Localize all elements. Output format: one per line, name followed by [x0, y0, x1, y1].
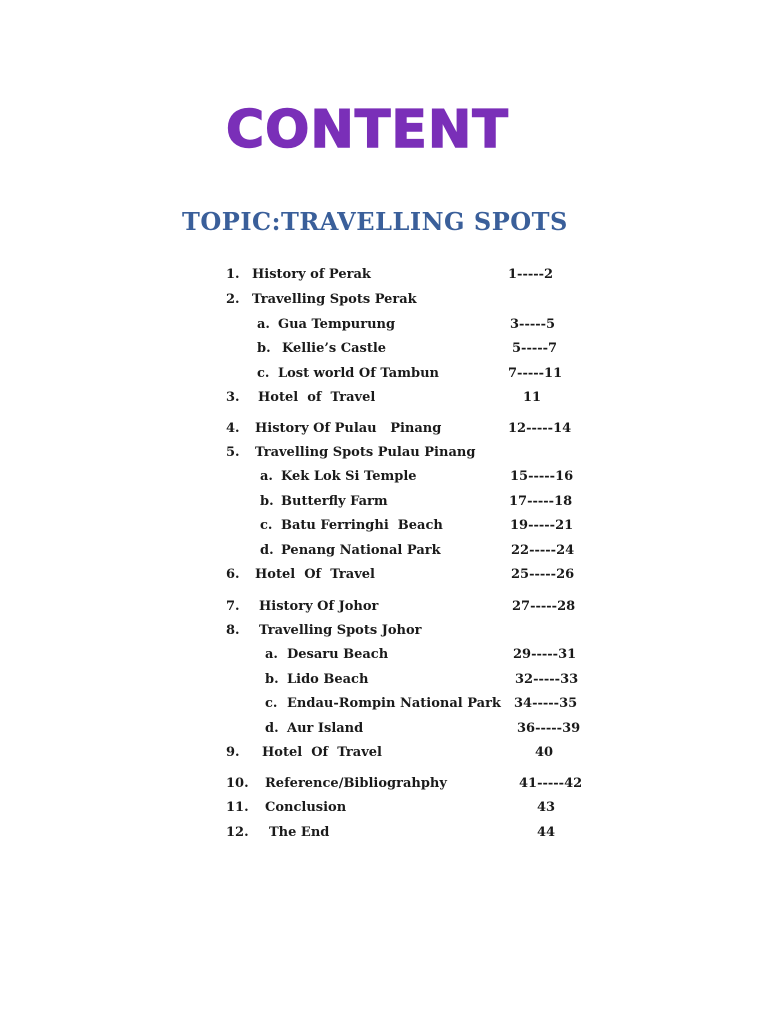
toc-entry — [0, 315, 768, 335]
toc-entry-pages: 41-----42 — [519, 776, 583, 791]
toc-entry-label: Hotel of Travel — [258, 390, 376, 405]
toc-entry-pages: 12-----14 — [508, 421, 572, 436]
toc-entry-number: a. — [265, 647, 278, 662]
toc-entry-pages: 44 — [537, 825, 556, 840]
toc-entry-label: History Of Pulau Pinang — [255, 421, 442, 436]
toc-entry-label: Travelling Spots Pulau Pinang — [255, 445, 476, 460]
toc-entry-label: Travelling Spots Perak — [252, 292, 417, 307]
toc-entry-label: The End — [269, 825, 330, 840]
page-title: CONTENT — [226, 100, 509, 160]
toc-entry-number: b. — [257, 341, 271, 356]
toc-entry — [0, 265, 768, 285]
toc-entry-pages: 27-----28 — [512, 599, 576, 614]
toc-entry-pages: 3-----5 — [510, 317, 556, 332]
toc-entry-label: Penang National Park — [281, 543, 441, 558]
toc-entry-pages: 7-----11 — [508, 366, 563, 381]
toc-entry — [0, 541, 768, 561]
toc-entry-label: Desaru Beach — [287, 647, 389, 662]
toc-entry-pages: 34-----35 — [514, 696, 578, 711]
page-subtitle: TOPIC:TRAVELLING SPOTS — [182, 207, 568, 236]
toc-entry-number: 11. — [226, 800, 249, 815]
toc-entry-pages: 40 — [535, 745, 554, 760]
toc-entry-label: Conclusion — [265, 800, 347, 815]
toc-entry-number: 12. — [226, 825, 249, 840]
toc-entry-label: Butterfly Farm — [281, 494, 388, 509]
toc-entry — [0, 364, 768, 384]
toc-entry — [0, 443, 768, 463]
toc-entry-number: 5. — [226, 445, 240, 460]
toc-entry-number: 8. — [226, 623, 240, 638]
toc-entry-pages: 25-----26 — [511, 567, 575, 582]
toc-entry-pages: 1-----2 — [508, 267, 554, 282]
toc-entry-number: a. — [260, 469, 273, 484]
toc-entry-pages: 36-----39 — [517, 721, 581, 736]
toc-entry — [0, 597, 768, 617]
toc-entry-label: Reference/Bibliograhphy — [265, 776, 447, 791]
toc-entry-number: c. — [260, 518, 273, 533]
toc-entry-label: Gua Tempurung — [278, 317, 396, 332]
toc-entry-number: 9. — [226, 745, 240, 760]
toc-entry — [0, 645, 768, 665]
toc-entry-number: 10. — [226, 776, 249, 791]
toc-entry-label: Hotel Of Travel — [262, 745, 382, 760]
toc-entry — [0, 419, 768, 439]
toc-entry-pages: 5-----7 — [512, 341, 558, 356]
toc-entry-label: Lost world Of Tambun — [278, 366, 439, 381]
toc-entry-label: Lido Beach — [287, 672, 369, 687]
toc-entry-label: Endau-Rompin National Park — [287, 696, 501, 711]
toc-entry-number: d. — [265, 721, 279, 736]
toc-entry-number: 2. — [226, 292, 240, 307]
toc-entry — [0, 774, 768, 794]
toc-entry-label: History of Perak — [252, 267, 371, 282]
toc-entry-pages: 29-----31 — [513, 647, 577, 662]
toc-entry — [0, 743, 768, 763]
toc-entry-label: Travelling Spots Johor — [259, 623, 422, 638]
toc-entry-number: 7. — [226, 599, 240, 614]
toc-entry-pages: 22-----24 — [511, 543, 575, 558]
toc-entry — [0, 565, 768, 585]
toc-entry — [0, 719, 768, 739]
toc-entry — [0, 492, 768, 512]
toc-entry-number: a. — [257, 317, 270, 332]
toc-entry-number: b. — [265, 672, 279, 687]
toc-entry-label: Aur Island — [287, 721, 364, 736]
toc-entry-pages: 11 — [523, 390, 542, 405]
toc-entry — [0, 621, 768, 641]
toc-entry-pages: 17-----18 — [509, 494, 573, 509]
toc-entry-pages: 32-----33 — [515, 672, 579, 687]
toc-entry-number: c. — [257, 366, 270, 381]
toc-entry — [0, 516, 768, 536]
toc-entry-number: c. — [265, 696, 278, 711]
toc-entry — [0, 798, 768, 818]
toc-entry-number: 4. — [226, 421, 240, 436]
toc-entry-label: Hotel Of Travel — [255, 567, 375, 582]
toc-entry-number: b. — [260, 494, 274, 509]
toc-entry-pages: 19-----21 — [510, 518, 574, 533]
toc-entry — [0, 694, 768, 714]
toc-entry — [0, 290, 768, 310]
toc-entry — [0, 388, 768, 408]
toc-entry-number: 1. — [226, 267, 240, 282]
toc-entry-pages: 15-----16 — [510, 469, 574, 484]
toc-entry-label: Kellie’s Castle — [282, 341, 387, 356]
toc-entry — [0, 339, 768, 359]
toc-entry-number: 3. — [226, 390, 240, 405]
toc-entry — [0, 670, 768, 690]
toc-entry-number: d. — [260, 543, 274, 558]
toc-entry — [0, 467, 768, 487]
toc-entry-label: Batu Ferringhi Beach — [281, 518, 443, 533]
toc-entry — [0, 823, 768, 843]
toc-entry-pages: 43 — [537, 800, 556, 815]
toc-entry-label: History Of Johor — [259, 599, 379, 614]
toc-entry-label: Kek Lok Si Temple — [281, 469, 417, 484]
toc-entry-number: 6. — [226, 567, 240, 582]
